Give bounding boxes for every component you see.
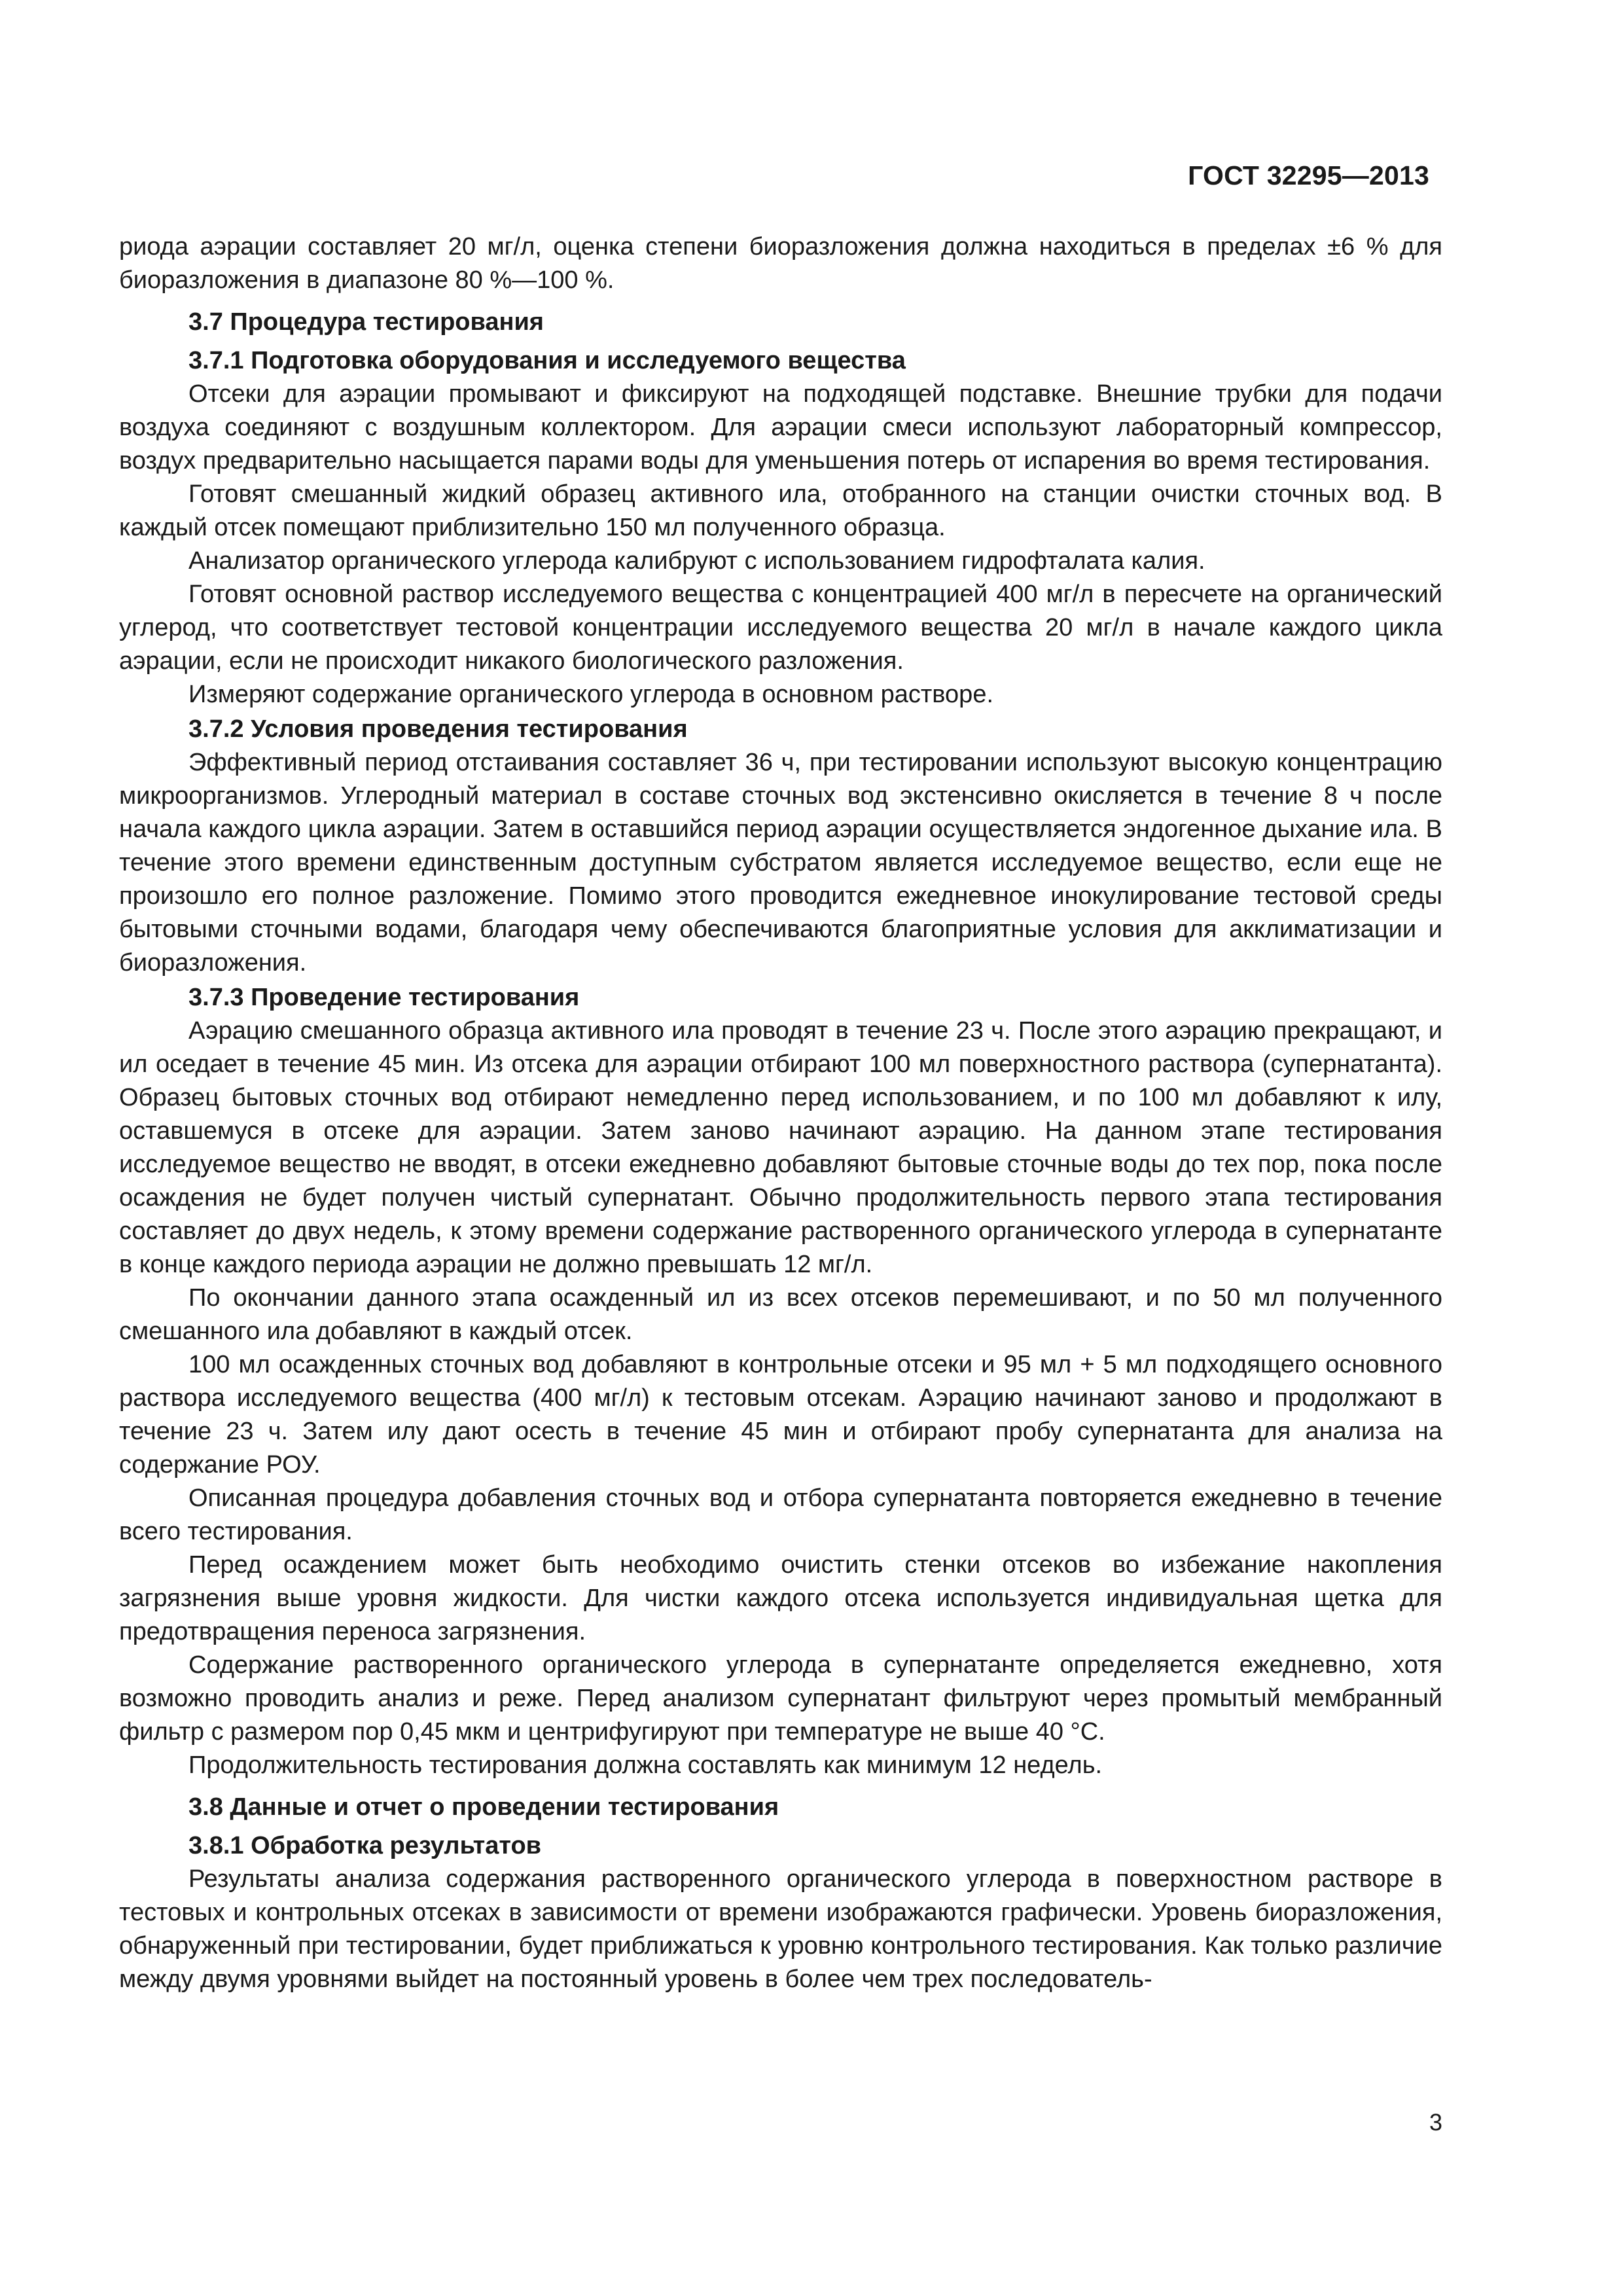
body-paragraph: Продолжительность тестирования должна составлять как минимум 12 недель. xyxy=(188,1751,1103,1779)
body-paragraph: Описанная процедура добавления сточных вод и отбора супернатанта повторяется ежедневно в течение всего тестирования. xyxy=(119,1484,1442,1545)
page-number: 3 xyxy=(1429,2109,1442,2136)
body-paragraph: Результаты анализа содержания растворенного органического углерода в поверхностном растворе в тестовых и контрольных отсеках в зависимости от времени изображаются графически. Уровень биоразложения, обнаруженный при тестировании, будет приближаться к уровню контрольного тестирования. Как только различие между двумя уровнями выйдет на постоянный уровень в более чем трех последователь- xyxy=(119,1865,1442,1993)
section-heading: 3.8 Данные и отчет о проведении тестирования xyxy=(188,1793,779,1821)
body-paragraph: Аэрацию смешанного образца активного ила проводят в течение 23 ч. После этого аэрацию прекращают, и ил оседает в течение 45 мин. Из отсека для аэрации отбирают 100 мл поверхностного раствора (супернатанта). Образец бытовых сточных вод отбирают немедленно перед использованием, и по 100 мл добавляют к илу, оставшемуся в отсеке для аэрации. Затем заново начинают аэрацию. На данном этапе тестирования исследуемое вещество не вводят, в отсеки ежедневно добавляют бытовые сточные воды до тех пор, пока после осаждения не будет получен чистый супернатант. Обычно продолжительность первого этапа тестирования составляет до двух недель, к этому времени содержание растворенного органического углерода в супернатанте в конце каждого периода аэрации не должно превышать 12 мг/л. xyxy=(119,1017,1442,1278)
body-paragraph: Готовят основной раствор исследуемого вещества с концентрацией 400 мг/л в пересчете на органический углерод, что соответствует тестовой концентрации исследуемого вещества 20 мг/л в начале каждого цикла аэрации, если не происходит никакого биологического разложения. xyxy=(119,581,1442,675)
document-body xyxy=(119,230,1442,1996)
body-paragraph: Перед осаждением может быть необходимо очистить стенки отсеков во избежание накопления загрязнения выше уровня жидкости. Для чистки каждого отсека используется индивидуальная щетка для предотвращения переноса загрязнения. xyxy=(119,1551,1442,1645)
body-paragraph: Анализатор органического углерода калибруют с использованием гидрофталата калия. xyxy=(188,547,1205,575)
subsection-heading: 3.7.2 Условия проведения тестирования xyxy=(188,715,688,743)
body-paragraph: Измеряют содержание органического углерода в основном растворе. xyxy=(188,681,994,708)
body-paragraph: риода аэрации составляет 20 мг/л, оценка степени биоразложения должна находиться в пределах ±6 % для биоразложения в диапазоне 80 %—100 %. xyxy=(119,233,1442,294)
body-paragraph: Отсеки для аэрации промывают и фиксируют на подходящей подставке. Внешние трубки для подачи воздуха соединяют с воздушным коллектором. Для аэрации смеси используют лабораторный компрессор, воздух предварительно насыщается парами воды для уменьшения потерь от испарения во время тестирования. xyxy=(119,380,1442,475)
body-paragraph: 100 мл осажденных сточных вод добавляют в контрольные отсеки и 95 мл + 5 мл подходящего основного раствора исследуемого вещества (400 мг/л) к тестовым отсекам. Аэрацию начинают заново и продолжают в течение 23 ч. Затем илу дают осесть в течение 45 мин и отбирают пробу супернатанта для анализа на содержание РОУ. xyxy=(119,1351,1442,1479)
section-heading: 3.7 Процедура тестирования xyxy=(188,308,544,336)
body-paragraph: По окончании данного этапа осажденный ил из всех отсеков перемешивают, и по 50 мл полученного смешанного ила добавляют в каждый отсек. xyxy=(119,1284,1442,1345)
body-paragraph: Содержание растворенного органического углерода в супернатанте определяется ежедневно, хотя возможно проводить анализ и реже. Перед анализом супернатант фильтруют через промытый мембранный фильтр с размером пор 0,45 мкм и центрифугируют при температуре не выше 40 °C. xyxy=(119,1651,1442,1746)
subsection-heading: 3.8.1 Обработка результатов xyxy=(188,1832,542,1859)
body-paragraph: Готовят смешанный жидкий образец активного ила, отобранного на станции очистки сточных вод. В каждый отсек помещают приблизительно 150 мл полученного образца. xyxy=(119,480,1442,541)
subsection-heading: 3.7.1 Подготовка оборудования и исследуемого вещества xyxy=(188,347,906,374)
body-paragraph: Эффективный период отстаивания составляет 36 ч, при тестировании используют высокую концентрацию микроорганизмов. Углеродный материал в составе сточных вод экстенсивно окисляется в течение 8 ч после начала каждого цикла аэрации. Затем в оставшийся период аэрации осуществляется эндогенное дыхание ила. В течение этого времени единственным доступным субстратом является исследуемое вещество, если еще не произошло его полное разложение. Помимо этого проводится ежедневное инокулирование тестовой среды бытовыми сточными водами, благодаря чему обеспечиваются благоприятные условия для акклиматизации и биоразложения. xyxy=(119,749,1442,977)
subsection-heading: 3.7.3 Проведение тестирования xyxy=(188,984,580,1011)
document-header: ГОСТ 32295—2013 xyxy=(1188,160,1429,190)
